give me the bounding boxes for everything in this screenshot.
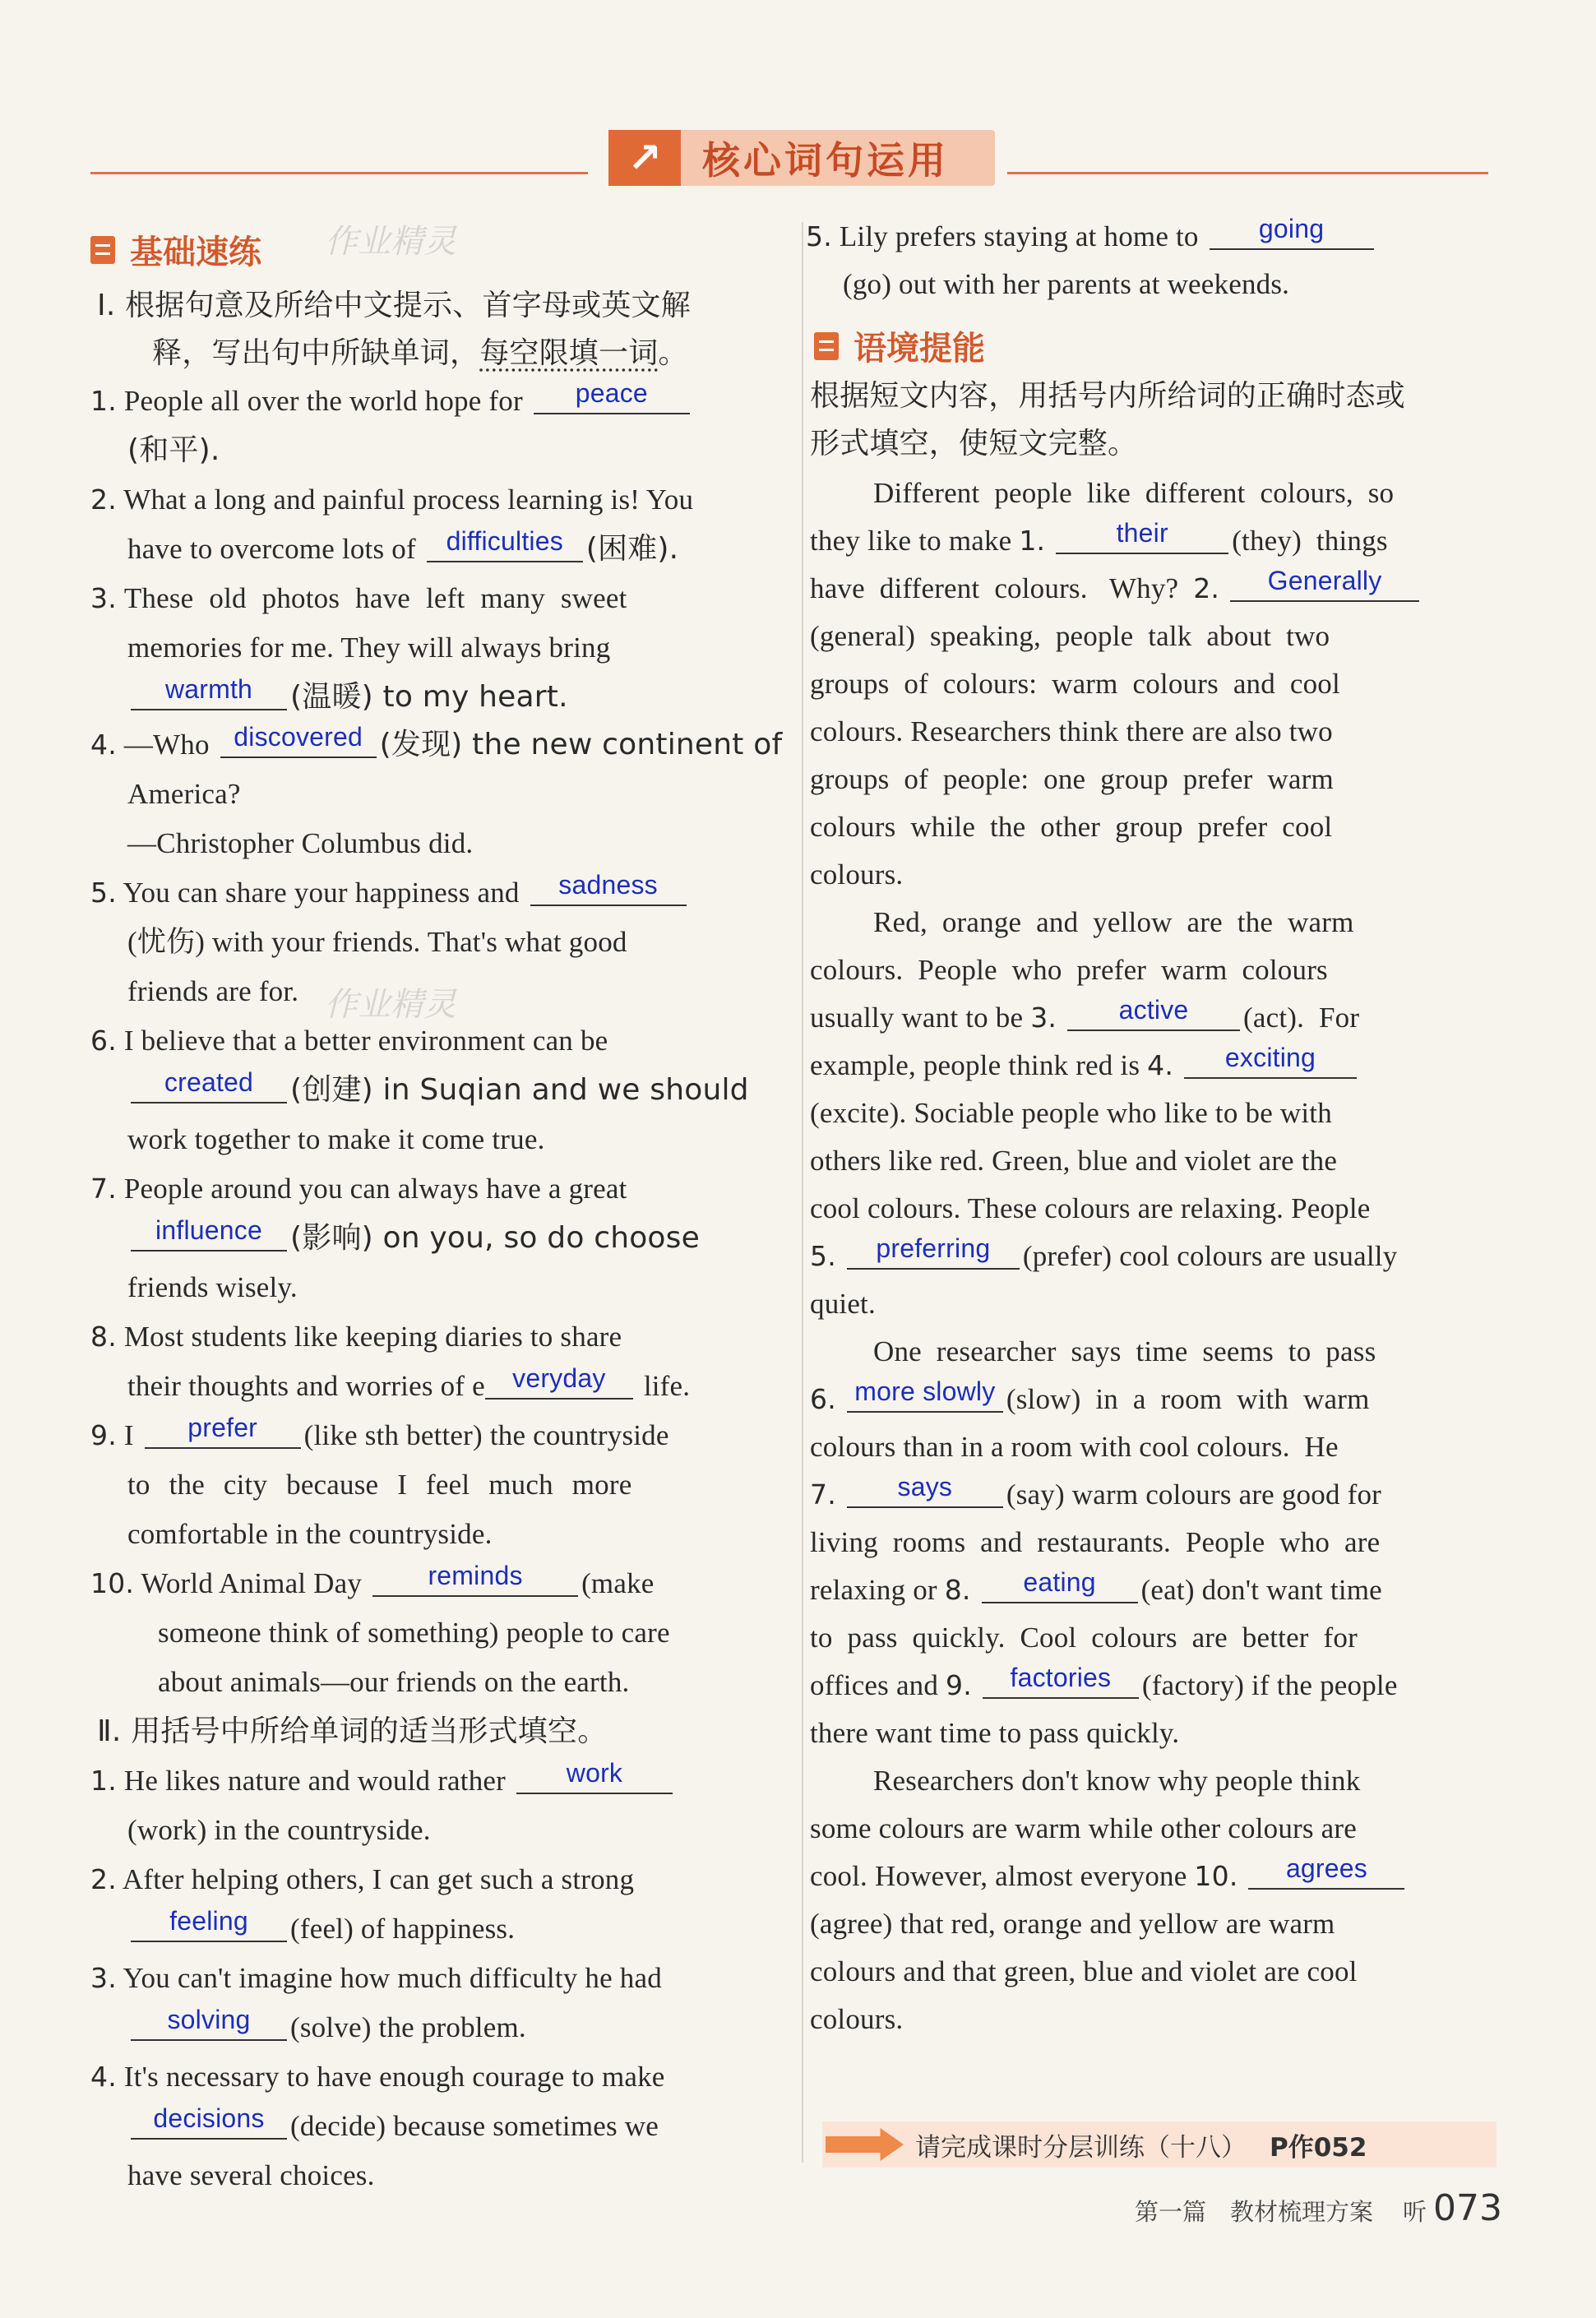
- question-3-cont: memories for me. They will always bring: [127, 632, 611, 664]
- passage-line: example, people think red is 4. exciting: [810, 1048, 1360, 1084]
- question-hint: (feel) of happiness.: [290, 1913, 516, 1945]
- question-text: Lily prefers staying at home to: [839, 220, 1199, 252]
- answer-blank[interactable]: [1184, 1043, 1357, 1079]
- passage-line: cool. However, almost everyone 10. agrees: [810, 1858, 1408, 1895]
- passage-line: 6. more slowly (slow) in a room with warm: [810, 1376, 1370, 1415]
- answer-blank[interactable]: [131, 1215, 287, 1252]
- question-7-cont2: friends wisely.: [127, 1271, 298, 1303]
- question-text: What a long and painful process learning is! You: [123, 483, 694, 516]
- question-6-cont: [127, 1067, 749, 1108]
- answer-text: influence: [155, 1215, 262, 1245]
- question-text: have to overcome lots of: [127, 533, 416, 565]
- answer-blank[interactable]: [982, 1567, 1138, 1603]
- passage-line: some colours are warm while other colours are: [810, 1812, 1358, 1844]
- passage-line: to pass quickly. Cool colours are better for: [810, 1622, 1358, 1654]
- question-7-cont: [127, 1215, 700, 1256]
- question-text: life.: [643, 1370, 691, 1402]
- passage-line: there want time to pass quickly.: [810, 1717, 1180, 1749]
- answer-text: agrees: [1285, 1853, 1367, 1883]
- passage-line: groups of people: one group prefer warm: [810, 763, 1334, 795]
- question-3: [90, 581, 627, 617]
- part2-question-2: [90, 1862, 634, 1898]
- answer-blank[interactable]: [372, 1561, 578, 1597]
- question-9: [90, 1413, 669, 1454]
- header-rule-left: [90, 172, 588, 174]
- passage-line: Different people like different colours, so: [873, 477, 1395, 509]
- question-4-cont: America?: [127, 778, 241, 810]
- question-number: 10.: [90, 1567, 135, 1599]
- section-heading-text: 语境提能: [854, 330, 985, 368]
- header-rule-right: [1007, 172, 1488, 174]
- question-text: their thoughts and worries of e: [127, 1370, 485, 1402]
- answer-blank[interactable]: [131, 674, 287, 710]
- question-3-cont2: [127, 674, 568, 715]
- passage-line: offices and 9. factories (factory) if the people: [810, 1663, 1398, 1701]
- question-number: 6.: [90, 1025, 117, 1057]
- question-1-hint: (和平).: [127, 433, 220, 467]
- passage-line: colours.: [810, 858, 904, 891]
- answer-text: warmth: [164, 674, 253, 704]
- part2-question-5-cont: (go) out with her parents at weekends.: [843, 268, 1290, 300]
- answer-blank[interactable]: [516, 1758, 673, 1794]
- banner-title: 核心词句运用: [702, 138, 949, 183]
- answer-text: exciting: [1224, 1043, 1316, 1072]
- answer-blank[interactable]: [1248, 1853, 1404, 1890]
- part2-question-4-cont: [127, 2103, 659, 2144]
- section2-instruction: 根据短文内容，用括号内所给词的正确时态或: [810, 379, 1406, 413]
- answer-text: feeling: [169, 1906, 248, 1936]
- part2-question-2-cont: [127, 1906, 516, 1947]
- question-text: I believe that a better environment can be: [123, 1025, 608, 1057]
- answer-text: sadness: [558, 870, 658, 900]
- question-1: [90, 378, 693, 419]
- question-8-cont: [127, 1363, 691, 1404]
- answer-text: active: [1118, 995, 1189, 1025]
- question-number: 3.: [90, 1962, 117, 1994]
- question-hint: (创建) in Suqian and we should: [290, 1073, 749, 1107]
- part2-question-4: [90, 2059, 665, 2095]
- question-hint: (decide) because sometimes we: [290, 2110, 659, 2142]
- passage-line: (agree) that red, orange and yellow are warm: [810, 1908, 1335, 1940]
- answer-text: prefer: [187, 1413, 258, 1442]
- question-7: [90, 1171, 627, 1207]
- question-4: [90, 722, 783, 763]
- question-text: I: [123, 1419, 134, 1451]
- answer-blank[interactable]: [1210, 214, 1374, 250]
- answer-blank[interactable]: [131, 1906, 287, 1942]
- question-text: It's necessary to have enough courage to make: [123, 2061, 665, 2093]
- answer-blank[interactable]: [847, 1233, 1020, 1270]
- section2-instruction-cont: 形式填空，使短文完整。: [810, 427, 1138, 460]
- arrow-right-icon: [826, 2128, 904, 2161]
- passage-line: 7. says (say) warm colours are good for: [810, 1472, 1382, 1511]
- answer-blank[interactable]: [131, 2005, 287, 2041]
- answer-blank[interactable]: [131, 2103, 287, 2140]
- passage-line: Researchers don't know why people think: [873, 1765, 1361, 1797]
- page-footer: [1135, 2187, 1502, 2229]
- answer-text: Generally: [1267, 566, 1382, 595]
- answer-text: going: [1258, 214, 1325, 243]
- question-9-cont2: comfortable in the countryside.: [127, 1518, 493, 1550]
- answer-blank[interactable]: [534, 378, 690, 414]
- question-number: 7.: [90, 1173, 117, 1205]
- question-number: 5.: [806, 220, 832, 252]
- question-6-cont2: work together to make it come true.: [127, 1123, 545, 1155]
- question-number: 1.: [90, 385, 117, 417]
- question-text: —Who: [123, 729, 210, 761]
- answer-blank[interactable]: [1056, 518, 1228, 554]
- answer-blank[interactable]: [1230, 566, 1419, 602]
- question-number: 1.: [90, 1765, 117, 1797]
- answer-text: more slowly: [854, 1376, 996, 1406]
- answer-text: reminds: [428, 1561, 523, 1590]
- answer-text: peace: [575, 378, 648, 408]
- question-9-cont: to the city because I feel much more: [127, 1469, 632, 1501]
- answer-text: decisions: [153, 2103, 265, 2133]
- question-hint: (影响) on you, so do choose: [290, 1221, 700, 1255]
- part2-instruction: Ⅱ. 用括号中所给单词的适当形式填空。: [97, 1714, 608, 1748]
- part2-question-1: [90, 1758, 676, 1799]
- passage-line: they like to make 1. their (they) things: [810, 518, 1388, 557]
- column-divider: [802, 222, 803, 2163]
- question-hint: (发现) the new continent of: [379, 728, 783, 761]
- section-heading-basic: [90, 226, 261, 273]
- passage-line: colours and that green, blue and violet are cool: [810, 1955, 1358, 1987]
- answer-text: eating: [1023, 1567, 1096, 1597]
- answer-blank[interactable]: [220, 722, 377, 758]
- question-number: 2.: [90, 483, 117, 516]
- question-text: Most students like keeping diaries to share: [123, 1321, 622, 1353]
- answer-text: created: [164, 1067, 254, 1097]
- part1-instruction-emph: 每空限填一词: [479, 336, 659, 370]
- answer-text: discovered: [234, 722, 363, 752]
- question-hint: (困难).: [585, 532, 679, 566]
- answer-blank[interactable]: [847, 1376, 1003, 1413]
- part2-question-4-cont2: have several choices.: [127, 2159, 375, 2191]
- answer-blank[interactable]: [847, 1472, 1003, 1508]
- page-number: 073: [1433, 2187, 1503, 2229]
- question-5: [90, 870, 690, 911]
- answer-blank[interactable]: [983, 1663, 1139, 1699]
- question-text: People around you can always have a great: [123, 1173, 627, 1205]
- question-10-cont2: about animals—our friends on the earth.: [158, 1666, 630, 1698]
- question-number: 5.: [90, 877, 117, 909]
- question-10: [90, 1561, 655, 1602]
- part1-instruction-b: 释，写出句中所缺单词，: [152, 336, 480, 370]
- passage-line: usually want to be 3. active (act). For: [810, 995, 1360, 1034]
- passage-line: 5. preferring (prefer) cool colours are usually: [810, 1233, 1398, 1272]
- passage-line: colours while the other group prefer cool: [810, 811, 1333, 843]
- part2-question-5: [806, 214, 1377, 255]
- watermark: 作业精灵: [325, 223, 456, 261]
- answer-text: veryday: [512, 1363, 606, 1393]
- question-number: 2.: [90, 1863, 117, 1895]
- answer-text: preferring: [876, 1233, 991, 1263]
- section-heading-text: 基础速练: [130, 234, 261, 271]
- part2-question-3-cont: [127, 2005, 526, 2046]
- passage-line: colours than in a room with cool colours. He: [810, 1431, 1339, 1463]
- part1-instruction-end: 。: [658, 336, 688, 370]
- answer-text: factories: [1010, 1663, 1112, 1692]
- section-heading-context: [814, 322, 985, 369]
- question-text: You can share your happiness and: [123, 877, 520, 909]
- answer-blank[interactable]: [485, 1363, 633, 1400]
- question-5-cont2: friends are for.: [127, 975, 299, 1007]
- answer-text: difficulties: [446, 526, 563, 556]
- question-number: 4.: [90, 729, 117, 761]
- question-2: [90, 482, 693, 518]
- question-hint: (solve) the problem.: [290, 2011, 526, 2043]
- watermark: 作业精灵: [325, 986, 456, 1024]
- question-number: 9.: [90, 1419, 117, 1451]
- question-text: After helping others, I can get such a strong: [122, 1863, 635, 1895]
- question-text: These old photos have left many sweet: [123, 582, 627, 614]
- practice-code: P作052: [1270, 2132, 1367, 2163]
- practice-reminder: [822, 2121, 1497, 2168]
- listen-label: 听: [1403, 2198, 1427, 2226]
- question-text: World Animal Day: [141, 1567, 363, 1599]
- passage-line: groups of colours: warm colours and cool: [810, 668, 1340, 700]
- question-5-cont: (忧伤) with your friends. That's what good: [127, 926, 627, 958]
- arrow-up-right-icon: ↗: [608, 130, 681, 186]
- passage-line: living rooms and restaurants. People who are: [810, 1526, 1381, 1558]
- answer-text: work: [566, 1758, 623, 1788]
- question-text: You can't imagine how much difficulty he had: [123, 1962, 662, 1994]
- answer-blank[interactable]: [1067, 995, 1240, 1031]
- question-10-cont: someone think of something) people to care: [158, 1617, 670, 1649]
- passage-line: One researcher says time seems to pass: [873, 1335, 1376, 1367]
- answer-blank[interactable]: [131, 1067, 287, 1103]
- answer-text: their: [1116, 518, 1168, 548]
- passage-line: (excite). Sociable people who like to be with: [810, 1097, 1332, 1129]
- passage-line: relaxing or 8. eating (eat) don't want time: [810, 1567, 1382, 1606]
- question-2-cont: [127, 526, 679, 567]
- answer-text: solving: [167, 2005, 251, 2034]
- question-number: 3.: [90, 582, 117, 614]
- question-8: [90, 1319, 622, 1355]
- practice-task: 请完成课时分层训练（十八）: [915, 2132, 1247, 2163]
- answer-text: says: [897, 1472, 953, 1501]
- passage-line: (general) speaking, people talk about two: [810, 620, 1330, 652]
- list-icon: [814, 332, 839, 360]
- question-hint: (make: [581, 1567, 655, 1599]
- answer-blank[interactable]: [530, 870, 687, 906]
- passage-line: others like red. Green, blue and violet are the: [810, 1145, 1338, 1177]
- list-icon: [90, 236, 115, 264]
- passage-line: colours. Researchers think there are also two: [810, 715, 1333, 747]
- passage-line: cool colours. These colours are relaxing. People: [810, 1192, 1371, 1224]
- question-text: He likes nature and would rather: [123, 1765, 506, 1797]
- part1-instruction-cont: [152, 335, 688, 372]
- question-number: 8.: [90, 1321, 117, 1353]
- passage-line: colours.: [810, 2003, 904, 2035]
- section-banner: [608, 130, 995, 186]
- book-part: 第一篇 教材梳理方案: [1135, 2198, 1374, 2226]
- question-6: [90, 1023, 608, 1059]
- answer-blank[interactable]: [145, 1413, 301, 1449]
- part1-instruction: Ⅰ. 根据句意及所给中文提示、首字母或英文解: [97, 289, 691, 322]
- question-hint: (like sth better) the countryside: [303, 1419, 669, 1451]
- passage-line: Red, orange and yellow are the warm: [873, 906, 1354, 938]
- question-4-reply: —Christopher Columbus did.: [127, 827, 474, 859]
- question-text: People all over the world hope for: [123, 385, 523, 417]
- part2-question-3: [90, 1960, 662, 1996]
- passage-line: have different colours. Why? 2. Generally: [810, 571, 1423, 607]
- passage-line: quiet.: [810, 1288, 876, 1320]
- question-hint: (温暖) to my heart.: [290, 680, 568, 714]
- part2-question-1-cont: (work) in the countryside.: [127, 1814, 431, 1846]
- answer-blank[interactable]: [427, 526, 583, 562]
- question-number: 4.: [90, 2061, 117, 2093]
- passage-line: colours. People who prefer warm colours: [810, 954, 1328, 986]
